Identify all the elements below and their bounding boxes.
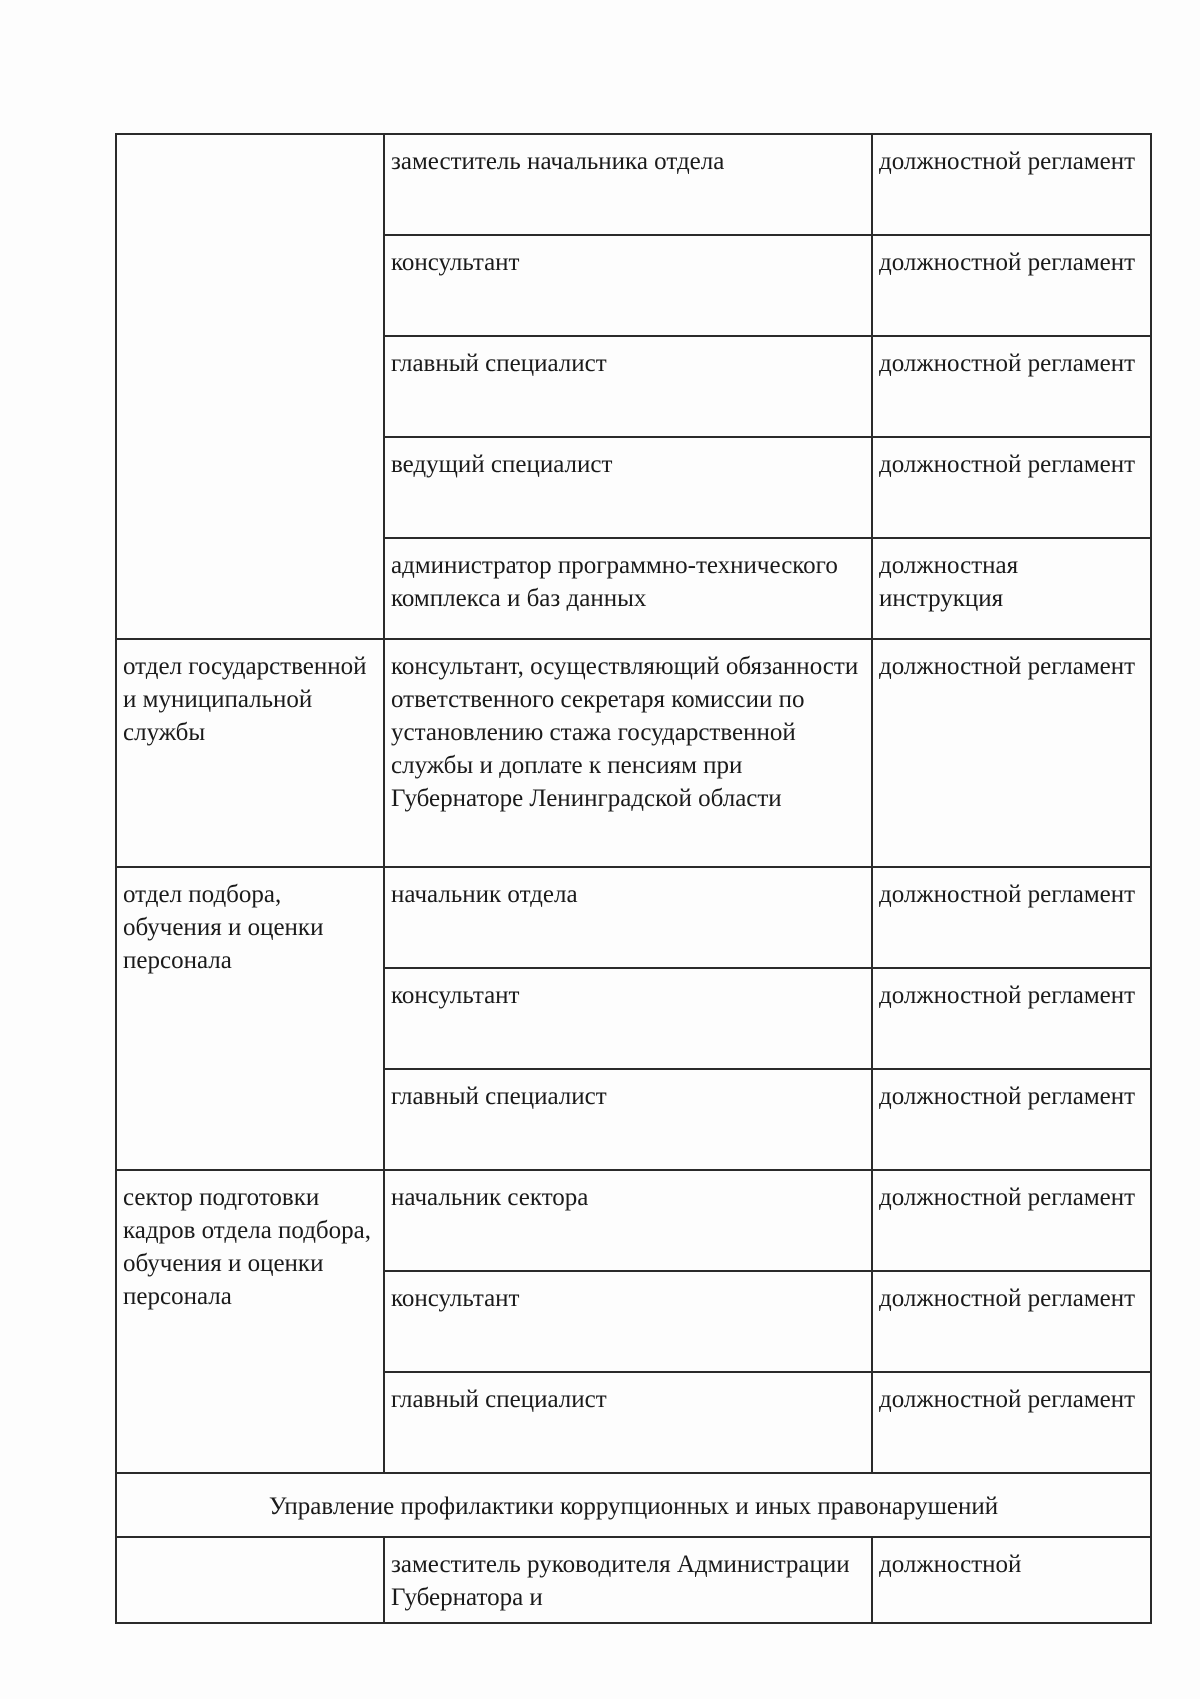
unit-cell [116,1537,384,1623]
position-cell: главный специалист [384,1069,872,1170]
document-cell: должностной регламент [872,134,1151,235]
document-cell: должностной регламент [872,1170,1151,1271]
document-cell: должностной регламент [872,1271,1151,1372]
table-row [116,867,1151,968]
unit-cell: сектор подготовки кадров отдела подбора, обучения и оценки персонала [116,1170,384,1473]
unit-cell: отдел государственной и муниципальной службы [116,639,384,867]
table-row [116,1170,1151,1271]
position-cell: консультант [384,1271,872,1372]
document-cell: должностной регламент [872,336,1151,437]
document-cell: должностной [872,1537,1151,1623]
position-cell: заместитель руководителя Администрации Губернатора и [384,1537,872,1623]
table-row [116,639,1151,867]
document-cell: должностной регламент [872,1372,1151,1473]
document-cell: должностной регламент [872,235,1151,336]
unit-cell: отдел подбора, обучения и оценки персонала [116,867,384,1170]
section-row [116,1473,1151,1537]
position-cell: администратор программно-технического комплекса и баз данных [384,538,872,639]
document-cell: должностной регламент [872,867,1151,968]
positions-table [115,133,1152,1624]
position-cell: заместитель начальника отдела [384,134,872,235]
position-cell: начальник сектора [384,1170,872,1271]
table-row [116,134,1151,235]
position-cell: ведущий специалист [384,437,872,538]
position-cell: главный специалист [384,336,872,437]
document-cell: должностной регламент [872,968,1151,1069]
section-heading: Управление профилактики коррупционных и иных правонарушений [116,1473,1151,1537]
document-cell: должностной регламент [872,437,1151,538]
document-cell: должностная инструкция [872,538,1151,639]
position-cell: консультант [384,235,872,336]
document-cell: должностной регламент [872,639,1151,867]
document-cell: должностной регламент [872,1069,1151,1170]
unit-cell [116,134,384,639]
position-cell: консультант, осуществляющий обязанности ответственного секретаря комиссии по установлению стажа государственной службы и доплате к пенсиям при Губернаторе Ленинградской области [384,639,872,867]
position-cell: консультант [384,968,872,1069]
position-cell: главный специалист [384,1372,872,1473]
table-row [116,1537,1151,1623]
position-cell: начальник отдела [384,867,872,968]
